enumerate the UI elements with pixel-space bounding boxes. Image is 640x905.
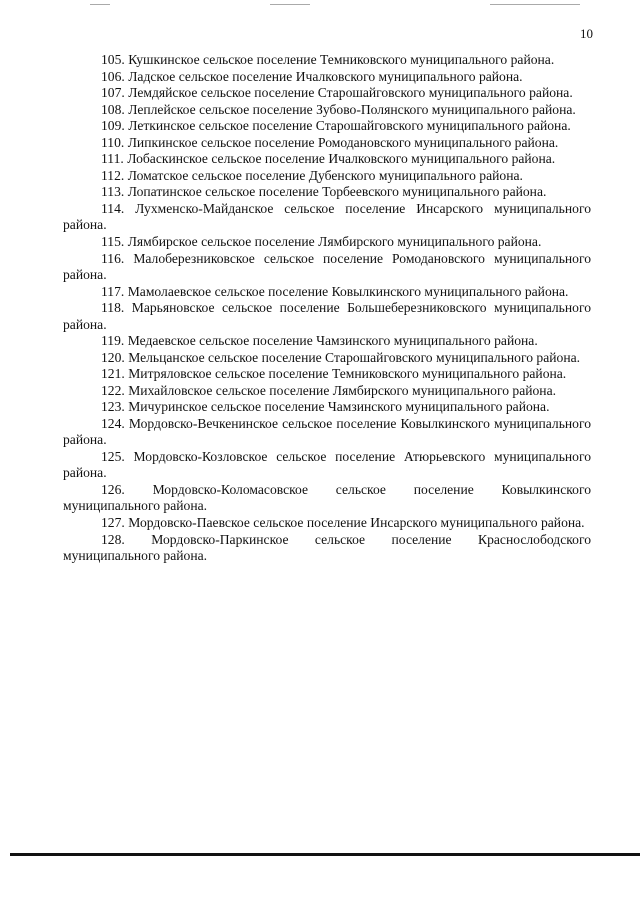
list-item-content: Лямбирское сельское поселение Лямбирского муниципального района. [127,233,542,249]
list-item [63,449,591,482]
list-item [63,482,591,515]
list-item [63,184,591,201]
scan-artifacts [0,0,640,14]
list-item-text [63,69,591,86]
list-item-number: 115. [101,233,125,249]
page-bottom-rule [10,853,640,856]
list-item-content: Мельцанское сельское поселение Старошайговского муниципального района. [128,349,581,365]
list-item-number: 121. [101,366,125,382]
list-item-content: Леткинское сельское поселение Старошайговского муниципального района. [128,118,571,134]
list-item-text [63,383,591,400]
list-item [63,135,591,152]
list-item [63,300,591,333]
list-item [63,168,591,185]
list-item-number: 126. [101,481,125,497]
list-item-number: 116. [101,250,125,266]
list-item-number: 108. [101,101,125,117]
list-item-text [63,151,591,168]
list-item-content: Малоберезниковское сельское поселение Ромодановского муниципального района. [63,250,591,283]
list-item-content: Медаевское сельское поселение Чамзинского муниципального района. [127,333,538,349]
list-item-text [63,366,591,383]
list-item-text [63,449,591,482]
page-number: 10 [580,26,593,41]
list-item-number: 122. [101,382,125,398]
list-item-content: Кушкинское сельское поселение Темниковского муниципального района. [128,52,555,67]
list-item-text [63,102,591,119]
list-item-text [63,532,591,565]
list-item-text [63,284,591,301]
list-item-number: 106. [101,68,125,84]
list-item-content: Леплейское сельское поселение Зубово-Полянского муниципального района. [128,101,576,117]
list-item [63,118,591,135]
list-item [63,151,591,168]
list-item-text [63,482,591,515]
list-item-content: Ломатское сельское поселение Дубенского муниципального района. [127,167,523,183]
list-item-content: Мичуринское сельское поселение Чамзинского муниципального района. [128,399,550,415]
list-item-content: Ладское сельское поселение Ичалковского муниципального района. [128,68,523,84]
list-item [63,201,591,234]
list-item-text [63,85,591,102]
list-item [63,234,591,251]
list-item-number: 107. [101,85,125,101]
list-item-content: Лемдяйское сельское поселение Старошайговского муниципального района. [128,85,573,101]
list-item-text [63,168,591,185]
list-item-number: 112. [101,167,125,183]
list-item [63,333,591,350]
list-item-text [63,515,591,532]
list-item-content: Михайловское сельское поселение Лямбирского муниципального района. [128,382,557,398]
list-item-number: 109. [101,118,125,134]
list-item [63,102,591,119]
list-item [63,69,591,86]
document-body [63,52,591,565]
list-item-content: Марьяновское сельское поселение Большеберезниковского муниципального района. [63,300,591,332]
list-item-number: 105. [101,52,125,67]
list-item-content: Мордовско-Паркинское сельское поселение Краснослободского муниципального района. [63,531,591,564]
list-item [63,383,591,400]
list-item-text [63,184,591,201]
list-item-number: 125. [101,448,125,464]
list-item-content: Лопатинское сельское поселение Торбеевского муниципального района. [127,184,547,200]
list-item-number: 119. [101,333,125,349]
list-item-content: Мордовско-Паевское сельское поселение Инсарского муниципального района. [128,515,585,531]
list-item-number: 111. [101,151,124,167]
list-item-content: Мордовско-Вечкенинское сельское поселение Ковылкинского муниципального района. [63,415,591,448]
list-item-number: 123. [101,399,125,415]
list-item-text [63,300,591,333]
list-item-number: 127. [101,515,125,531]
list-item-number: 128. [101,531,125,547]
list-item-content: Мамолаевское сельское поселение Ковылкинского муниципального района. [127,283,569,299]
list-item-text [63,399,591,416]
list-item [63,416,591,449]
list-item [63,532,591,565]
list-item [63,350,591,367]
list-item [63,251,591,284]
list-item-number: 110. [101,134,125,150]
list-item [63,85,591,102]
list-item-text [63,52,591,69]
list-item-text [63,201,591,234]
list-item [63,515,591,532]
list-item [63,366,591,383]
list-item-content: Липкинское сельское поселение Ромодановского муниципального района. [127,134,559,150]
list-item-text [63,234,591,251]
list-item-content: Мордовско-Козловское сельское поселение Атюрьевского муниципального района. [63,448,591,481]
list-item-text [63,251,591,284]
list-item-number: 120. [101,349,125,365]
list-item [63,52,591,69]
list-item-text [63,118,591,135]
list-item-text [63,135,591,152]
list-item-text [63,333,591,350]
list-item-number: 114. [101,200,125,216]
list-item-number: 117. [101,283,125,299]
list-item [63,399,591,416]
list-item-content: Мордовско-Коломасовское сельское поселение Ковылкинского муниципального района. [63,481,591,514]
list-item-number: 124. [101,415,125,431]
list-item-content: Лобаскинское сельское поселение Ичалковского муниципального района. [127,151,556,167]
list-item-content: Митряловское сельское поселение Темниковского муниципального района. [128,366,567,382]
list-item-number: 118. [101,300,125,316]
list-item [63,284,591,301]
list-item-number: 113. [101,184,125,200]
list-item-content: Лухменско-Майданское сельское поселение Инсарского муниципального района. [63,200,591,233]
list-item-text [63,350,591,367]
list-item-text [63,416,591,449]
